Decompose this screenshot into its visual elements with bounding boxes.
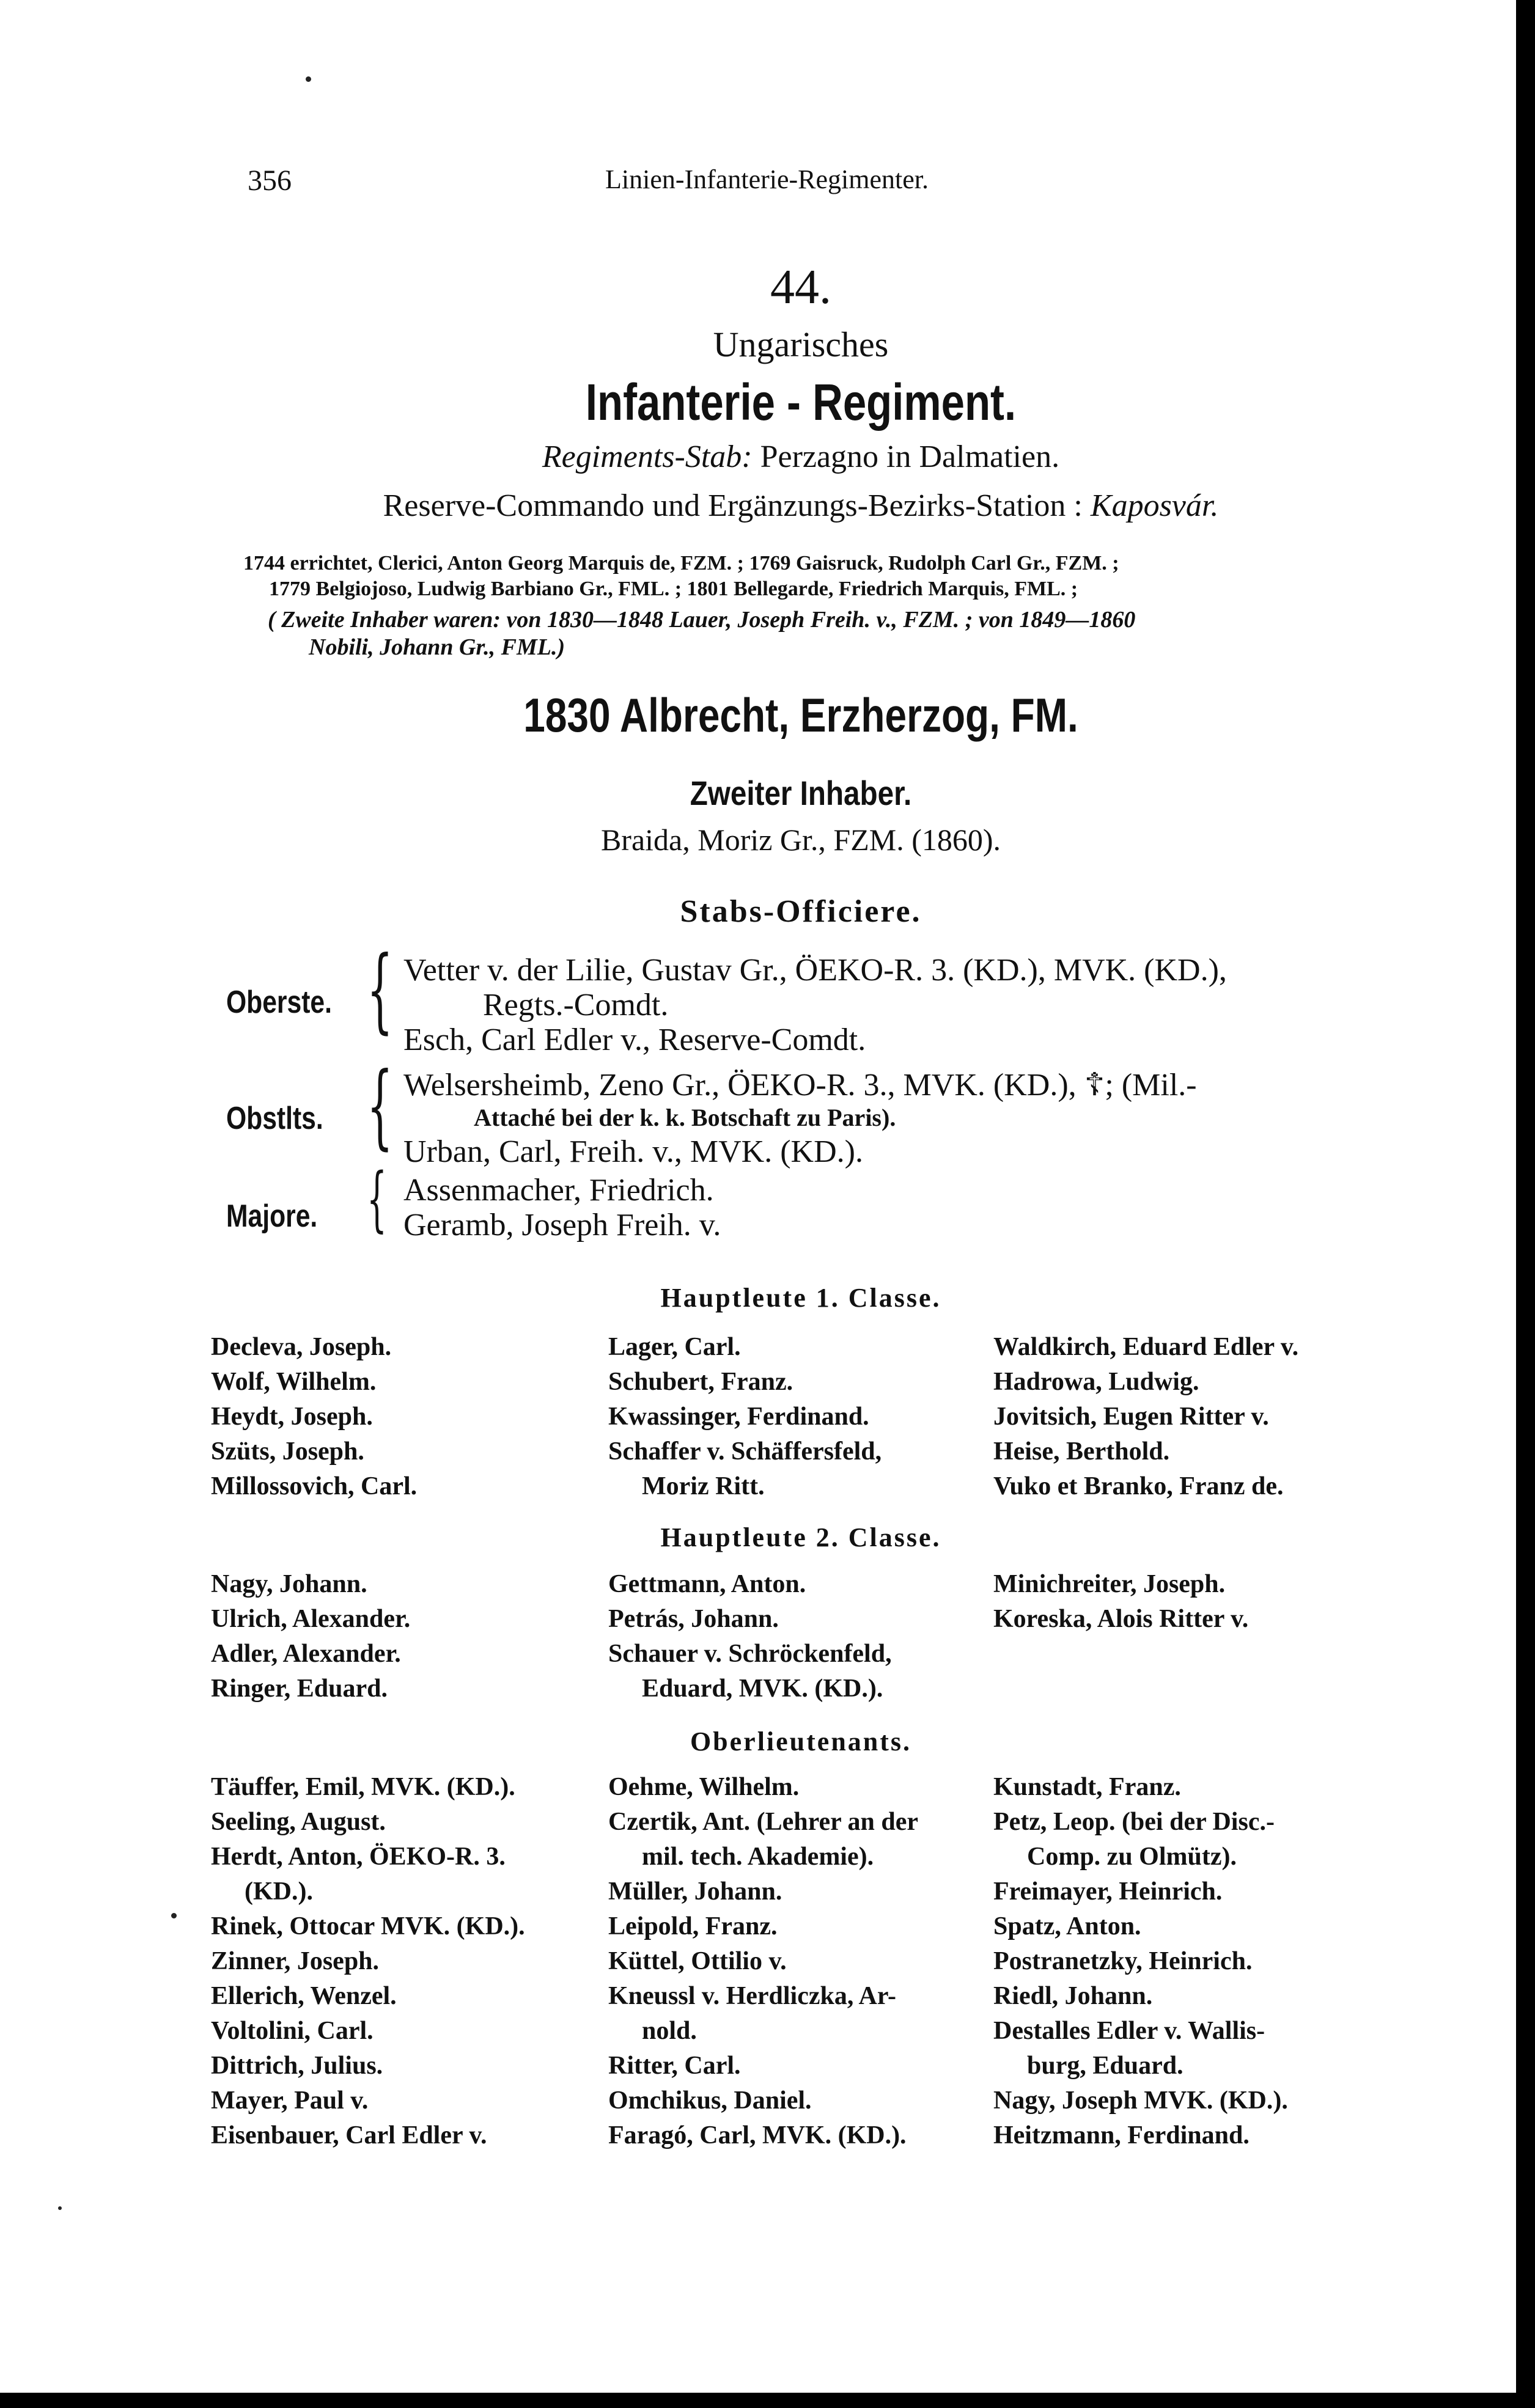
officer-line: Esch, Carl Edler v., Reserve-Comdt. [403, 1022, 866, 1057]
officer-line: Urban, Carl, Freih. v., MVK. (KD.). [403, 1134, 863, 1169]
list-item: Ringer, Eduard. [211, 1675, 388, 1703]
reserve-station [43, 488, 1516, 524]
rank-obstlts: Obstlts. [226, 1101, 323, 1136]
list-item: burg, Eduard. [1027, 2052, 1183, 2080]
list-item: Mayer, Paul v. [211, 2087, 369, 2115]
list-item: mil. tech. Akademie). [642, 1843, 874, 1871]
list-item: Koreska, Alois Ritter v. [993, 1605, 1249, 1633]
list-item: Szüts, Joseph. [211, 1437, 364, 1466]
list-item: Voltolini, Carl. [211, 2017, 374, 2045]
list-item: Petz, Leop. (bei der Disc.- [993, 1808, 1275, 1836]
list-item: Spatz, Anton. [993, 1912, 1141, 1940]
list-item: Schauer v. Schröckenfeld, [608, 1640, 892, 1668]
list-item: Heitzmann, Ferdinand. [993, 2121, 1250, 2149]
list-item: Decleva, Joseph. [211, 1333, 392, 1361]
list-item: Ulrich, Alexander. [211, 1605, 411, 1633]
officer-line: Regts.-Comdt. [483, 988, 669, 1022]
stab-label: Regiments-Stab: [542, 439, 753, 474]
brace-majore: { [367, 1158, 387, 1240]
hauptleute-1-heading: Hauptleute 1. Classe. [660, 1283, 941, 1313]
list-item: Schubert, Franz. [608, 1368, 793, 1396]
regiment-number: 44. [770, 260, 831, 314]
list-item: Millossovich, Carl. [211, 1472, 418, 1500]
officer-line: Vetter v. der Lilie, Gustav Gr., ÖEKO-R. 3. (KD.), MVK. (KD.), [403, 953, 1227, 988]
list-item: Vuko et Branko, Franz de. [993, 1472, 1284, 1500]
list-item: Dittrich, Julius. [211, 2052, 383, 2080]
list-item: Heise, Berthold. [993, 1437, 1170, 1466]
hauptleute-2-heading: Hauptleute 2. Classe. [660, 1522, 941, 1552]
regiment-type: Infanterie - Regiment. [585, 373, 1017, 431]
brace-obstlts: { [367, 1053, 393, 1159]
speck [171, 1913, 177, 1918]
officer-line: Geramb, Joseph Freih. v. [403, 1208, 721, 1243]
list-item: Petrás, Johann. [608, 1605, 779, 1633]
list-item: Leipold, Franz. [608, 1912, 778, 1940]
page-number: 356 [248, 164, 292, 197]
list-item: nold. [642, 2017, 697, 2045]
list-item: Kneussl v. Herdliczka, Ar- [608, 1982, 896, 2010]
history-line: ( Zweite Inhaber waren: von 1830—1848 Lauer, Joseph Freih. v., FZM. ; von 1849—1860 [268, 607, 1136, 633]
regiment-stab [43, 439, 1516, 475]
oberlieutenants-heading: Oberlieutenants. [690, 1727, 912, 1756]
history-line: Nobili, Johann Gr., FML.) [309, 634, 565, 660]
list-item: Müller, Johann. [608, 1878, 782, 1906]
regiment-nationality: Ungarisches [713, 325, 889, 364]
speck [306, 76, 311, 82]
list-item: Adler, Alexander. [211, 1640, 401, 1668]
list-item: Hadrowa, Ludwig. [993, 1368, 1199, 1396]
list-item: Oehme, Wilhelm. [608, 1773, 800, 1801]
list-item: Postranetzky, Heinrich. [993, 1947, 1253, 1975]
list-item: Wolf, Wilhelm. [211, 1368, 377, 1396]
list-item: Ellerich, Wenzel. [211, 1982, 397, 2010]
officer-line: Assenmacher, Friedrich. [403, 1173, 714, 1208]
list-item: Jovitsich, Eugen Ritter v. [993, 1403, 1269, 1431]
brace-oberste: { [367, 937, 393, 1043]
list-item: Heydt, Joseph. [211, 1403, 373, 1431]
speck [58, 2206, 62, 2210]
list-item: Gettmann, Anton. [608, 1570, 806, 1598]
list-item: Ritter, Carl. [608, 2052, 741, 2080]
list-item: Nagy, Joseph MVK. (KD.). [993, 2087, 1288, 2115]
officer-line: Attaché bei der k. k. Botschaft zu Paris). [474, 1104, 896, 1131]
reserve-value: Kaposvár. [1090, 488, 1219, 523]
zweiter-inhaber-heading: Zweiter Inhaber. [690, 774, 912, 812]
list-item: Herdt, Anton, ÖEKO-R. 3. [211, 1843, 506, 1871]
list-item: Lager, Carl. [608, 1333, 741, 1361]
list-item: Omchikus, Daniel. [608, 2087, 812, 2115]
officer-line: Welsersheimb, Zeno Gr., ÖEKO-R. 3., MVK. (KD.), ☦; (Mil.- [403, 1068, 1197, 1103]
list-item: Comp. zu Olmütz). [1027, 1843, 1237, 1871]
list-item: Riedl, Johann. [993, 1982, 1153, 2010]
list-item: Täuffer, Emil, MVK. (KD.). [211, 1773, 515, 1801]
list-item: Küttel, Ottilio v. [608, 1947, 787, 1975]
list-item: Faragó, Carl, MVK. (KD.). [608, 2121, 907, 2149]
list-item: Czertik, Ant. (Lehrer an der [608, 1808, 919, 1836]
list-item: Nagy, Johann. [211, 1570, 367, 1598]
list-item: Eduard, MVK. (KD.). [642, 1675, 883, 1703]
list-item: Seeling, August. [211, 1808, 386, 1836]
running-title: Linien-Infanterie-Regimenter. [605, 164, 929, 194]
list-item: Freimayer, Heinrich. [993, 1878, 1223, 1906]
list-item: Kwassinger, Ferdinand. [608, 1403, 869, 1431]
list-item: Minichreiter, Joseph. [993, 1570, 1226, 1598]
zweiter-inhaber-name: Braida, Moriz Gr., FZM. (1860). [600, 823, 1001, 857]
list-item: Waldkirch, Eduard Edler v. [993, 1333, 1299, 1361]
list-item: Schaffer v. Schäffersfeld, [608, 1437, 882, 1466]
list-item: Destalles Edler v. Wallis- [993, 2017, 1265, 2045]
rank-oberste: Oberste. [226, 985, 333, 1020]
stab-value: Perzagno in Dalmatien. [760, 439, 1060, 474]
history-line: 1744 errichtet, Clerici, Anton Georg Marquis de, FZM. ; 1769 Gaisruck, Rudolph Carl Gr., FZM. ; [243, 552, 1119, 574]
list-item: (KD.). [245, 1878, 313, 1906]
list-item: Zinner, Joseph. [211, 1947, 380, 1975]
rank-majore: Majore. [226, 1198, 318, 1234]
list-item: Eisenbauer, Carl Edler v. [211, 2121, 487, 2149]
history-line: 1779 Belgiojoso, Ludwig Barbiano Gr., FML. ; 1801 Bellegarde, Friedrich Marquis, FML. ; [269, 578, 1078, 600]
list-item: Rinek, Ottocar MVK. (KD.). [211, 1912, 525, 1940]
reserve-label: Reserve-Commando und Ergänzungs-Bezirks-Station : [383, 488, 1083, 523]
list-item: Moriz Ritt. [642, 1472, 765, 1500]
list-item: Kunstadt, Franz. [993, 1773, 1181, 1801]
stabs-officiere-heading: Stabs-Officiere. [680, 894, 922, 929]
inhaber: 1830 Albrecht, Erzherzog, FM. [523, 688, 1078, 742]
